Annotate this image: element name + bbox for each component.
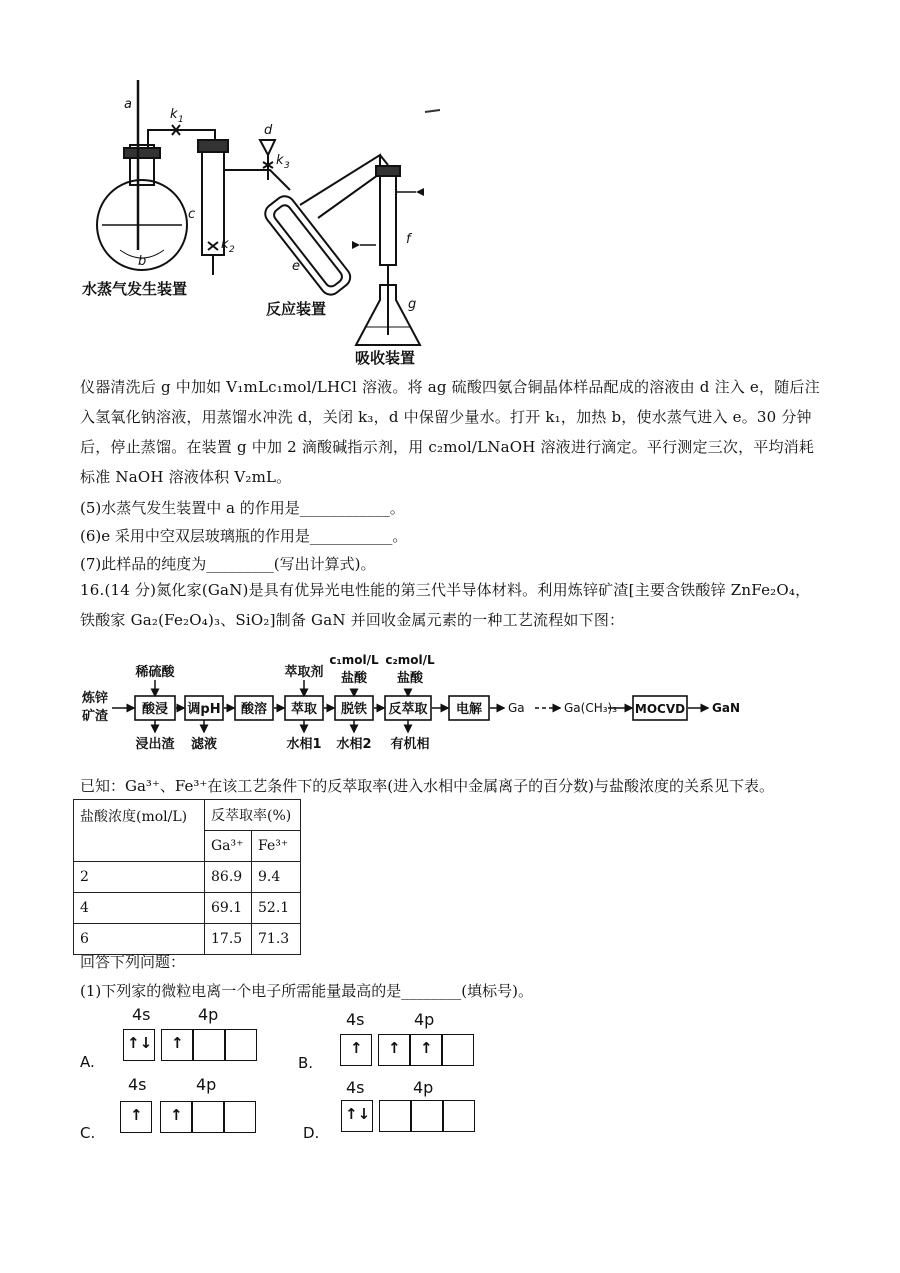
flow-output-organic: 有机相 [390, 737, 430, 752]
orbital-4p: ↑ [410, 1034, 442, 1066]
orbital-4p [192, 1101, 224, 1133]
flow-output-filtrate: 滤液 [190, 737, 218, 752]
caption-steam: 水蒸气发生装置 [82, 280, 188, 298]
flow-step-electrolysis: 电解 [455, 702, 483, 717]
orbital-4p [442, 1034, 474, 1066]
orbital-4s: ↑ [120, 1101, 152, 1133]
flow-input-h2so4: 稀硫酸 [135, 665, 175, 680]
flow-raw-material: 炼锌 [82, 691, 109, 706]
label-d: d [264, 123, 273, 138]
option-label: A. [80, 1053, 95, 1071]
option-label: C. [80, 1124, 96, 1142]
table-row: 2 86.9 9.4 [74, 862, 301, 893]
option-d: 4s 4p ↑↓ D. [303, 1078, 503, 1153]
option-a: 4s 4p ↑↓ ↑ A. [80, 1005, 270, 1075]
flow-step-deiron: 脱铁 [340, 702, 368, 717]
table-row: 4 69.1 52.1 [74, 893, 301, 924]
apparatus-figure [80, 70, 450, 370]
process-flowchart [80, 650, 780, 760]
question-7: (7)此样品的纯度为_________(写出计算式)。 [80, 555, 376, 573]
flow-step-ph: 调pH [187, 702, 221, 717]
svg-text:矿渣: 矿渣 [82, 709, 109, 724]
flow-step-back-extract: 反萃取 [388, 702, 428, 717]
orbital-4s: ↑ [340, 1034, 372, 1066]
question-16-intro: 16.(14 分)氮化家(GaN)是具有优异光电性能的第三代半导体材料。利用炼锌矿渣[主要含铁酸锌 ZnFe₂O₄，铁酸家 Ga₂(Fe₂O₄)₃、SiO₂]制备 GaN 并回收金属元素的一种工艺流程如下图： [80, 581, 811, 629]
option-label: D. [303, 1124, 320, 1142]
label-k1: k [170, 107, 178, 122]
table-col-ga: Ga³⁺ [205, 831, 252, 862]
orbital-4p: ↑ [160, 1101, 192, 1133]
orbital-4p: ↑ [378, 1034, 410, 1066]
label-a: a [124, 97, 132, 112]
question-5: (5)水蒸气发生装置中 a 的作用是____________。 [80, 499, 405, 517]
label-k2: k [221, 237, 229, 252]
flow-output-water1: 水相1 [286, 737, 322, 752]
caption-absorb: 吸收装置 [355, 349, 416, 367]
answer-prompt: 回答下列问题： [80, 953, 186, 971]
orbital-4s: ↑↓ [341, 1100, 373, 1132]
orbital-4p [225, 1029, 257, 1061]
svg-text:盐酸: 盐酸 [340, 671, 368, 686]
flow-output-residue: 浸出渣 [135, 737, 175, 752]
svg-text:3: 3 [284, 161, 290, 171]
label-f: f [406, 232, 411, 247]
orbital-4p [193, 1029, 225, 1061]
flow-gan: GaN [712, 701, 740, 715]
orbital-4p [224, 1101, 256, 1133]
svg-text:2: 2 [229, 245, 235, 255]
flow-input-extractant: 萃取剂 [284, 665, 324, 680]
svg-text:盐酸: 盐酸 [396, 671, 424, 686]
flow-step-mocvd: MOCVD [634, 702, 686, 716]
table-header-rate: 反萃取率(%) [205, 800, 301, 831]
table-header-conc: 盐酸浓度(mol/L) [74, 800, 205, 862]
caption-reaction: 反应装置 [266, 300, 327, 318]
double-wall-bottle-e [261, 192, 354, 298]
label-c: c [188, 207, 196, 222]
label-b: b [138, 254, 147, 269]
orbital-4p [379, 1100, 411, 1132]
label-e: e [292, 259, 300, 274]
back-extraction-table [73, 799, 301, 955]
table-col-fe: Fe³⁺ [252, 831, 301, 862]
option-b: 4s 4p ↑ ↑ ↑ B. [298, 1010, 498, 1080]
question-6: (6)e 采用中空双层玻璃瓶的作用是___________。 [80, 527, 408, 545]
flow-gach3: Ga(CH₃)₃ [564, 701, 618, 715]
orbital-4p [411, 1100, 443, 1132]
orbital-4p [443, 1100, 475, 1132]
condenser-f [380, 170, 396, 265]
label-k3: k [276, 153, 284, 168]
option-c: 4s 4p ↑ ↑ C. [80, 1075, 270, 1150]
flow-input-c2: c₂mol/L [385, 653, 435, 667]
option-label: B. [298, 1054, 314, 1072]
known-statement: 已知：Ga³⁺、Fe³⁺在该工艺条件下的反萃取率(进入水相中金属离子的百分数)与盐酸浓度的关系见下表。 [80, 777, 774, 795]
flow-step-extract: 萃取 [290, 702, 318, 717]
flow-step-acid-dissolve: 酸溶 [240, 702, 268, 717]
flow-output-water2: 水相2 [336, 737, 372, 752]
question-1: (1)下列家的微粒电离一个电子所需能量最高的是________(填标号)。 [80, 982, 533, 1000]
flow-step-acid-leach: 酸浸 [141, 702, 169, 717]
svg-text:1: 1 [178, 115, 184, 125]
flow-ga: Ga [508, 701, 525, 715]
procedure-paragraph: 仪器清洗后 g 中加如 V₁mLc₁mol/LHCl 溶液。将 ag 硫酸四氨合铜晶体样品配成的溶液由 d 注入 e，随后注入氢氧化钠溶液，用蒸馏水冲洗 d，关闭 k₃，d 中保留少量水。打开 k₁，加热 b，使水蒸气进入 e。30 分钟后，停止蒸馏。在装置 g 中加 2 滴酸碱指示剂，用 c₂mol/LNaOH 溶液进行滴定。平行测定三次，平均消耗标准 NaOH 溶液体积 V₂mL。 [80, 378, 820, 486]
orbital-4s: ↑↓ [123, 1029, 155, 1061]
flow-input-c1: c₁mol/L [329, 653, 379, 667]
orbital-4p: ↑ [161, 1029, 193, 1061]
table-row: 6 17.5 71.3 [74, 924, 301, 955]
label-g: g [408, 297, 417, 312]
